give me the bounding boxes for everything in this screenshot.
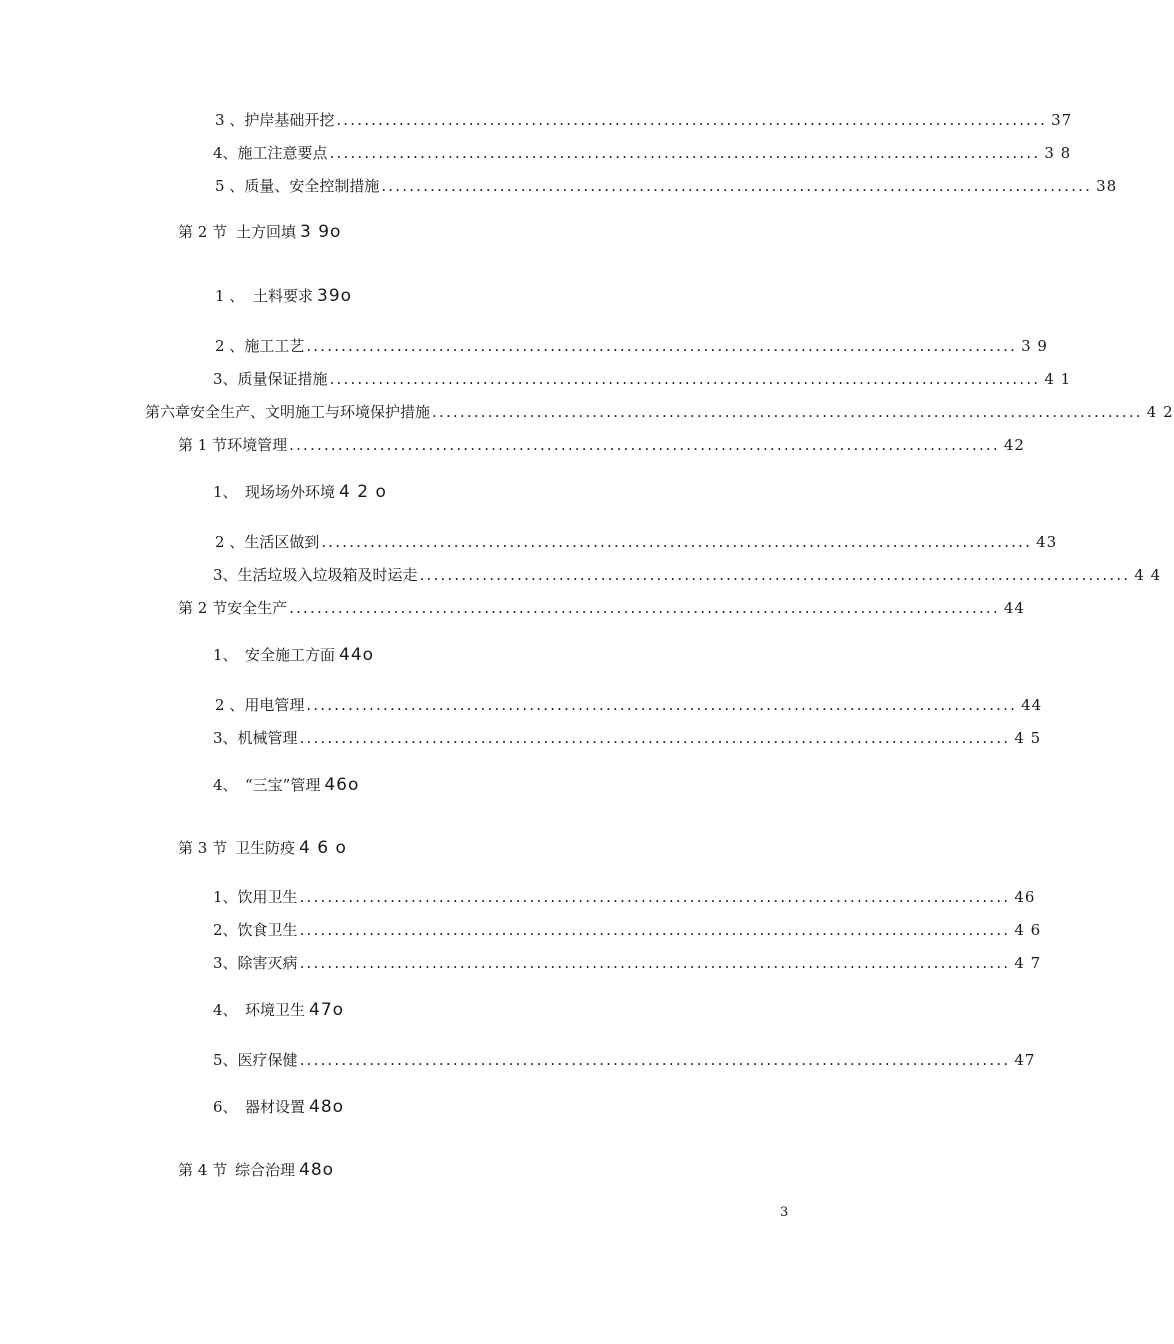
toc-entry[interactable] xyxy=(178,222,341,242)
toc-entry-page: 39o xyxy=(317,286,353,306)
toc-entry-number: 3、 xyxy=(213,566,238,584)
toc-entry[interactable] xyxy=(213,1097,344,1117)
toc-entry-page: 42 xyxy=(1003,436,1025,454)
dot-leader: ...................................................................................................... xyxy=(336,111,1048,129)
toc-entry-number: 第 1 节 xyxy=(178,436,228,454)
dot-leader: ...................................................................................................... xyxy=(289,599,1000,617)
toc-entry-page: 44o xyxy=(339,645,375,665)
toc-entry-number: 第六章 xyxy=(145,403,191,421)
toc-entry-page: 44 xyxy=(1003,599,1025,617)
toc-entry-title: 安全施工方面 xyxy=(245,646,336,664)
toc-entry-number: 第 2 节 xyxy=(178,223,228,241)
toc-entry[interactable] xyxy=(178,598,1025,618)
toc-entry[interactable] xyxy=(215,695,1043,715)
toc-entry[interactable] xyxy=(178,1160,334,1180)
toc-entry-number: 1 、 xyxy=(215,287,245,305)
toc-entry-number: 4、 xyxy=(213,144,238,162)
toc-entry-title: 环境卫生 xyxy=(245,1001,306,1019)
toc-entry-page: 47o xyxy=(309,1000,345,1020)
toc-entry[interactable] xyxy=(213,143,1072,163)
toc-entry[interactable] xyxy=(215,336,1048,356)
toc-entry-number: 第 3 节 xyxy=(178,839,228,857)
toc-entry-number: 2 、 xyxy=(215,337,245,355)
dot-leader: ...................................................................................................... xyxy=(299,954,1011,972)
toc-entry-title: 除害灭病 xyxy=(237,954,298,972)
toc-entry[interactable] xyxy=(213,1000,344,1020)
toc-entry-page: 4 7 xyxy=(1014,954,1042,972)
toc-entry[interactable] xyxy=(215,532,1058,552)
toc-entry-title: 安全生产、文明施工与环境保护措施 xyxy=(190,403,431,421)
toc-entry[interactable] xyxy=(213,775,359,795)
toc-entry-page: 46o xyxy=(324,775,360,795)
toc-entry-page: 37 xyxy=(1051,111,1073,129)
toc-entry-page: 43 xyxy=(1036,533,1058,551)
toc-entry-page: 4 5 xyxy=(1014,729,1042,747)
toc-entry-page: 4 6 o xyxy=(299,838,347,858)
dot-leader: ...................................................................................................... xyxy=(306,337,1018,355)
toc-entry-title: 质量、安全控制措施 xyxy=(244,177,380,195)
toc-entry-title: 安全生产 xyxy=(227,599,288,617)
toc-entry-number: 6、 xyxy=(213,1098,238,1116)
toc-entry-title: 饮食卫生 xyxy=(237,921,298,939)
page-number: 3 xyxy=(780,1205,789,1220)
toc-entry-page: 48o xyxy=(299,1160,335,1180)
toc-entry-page: 47 xyxy=(1014,1051,1036,1069)
toc-entry-title: 机械管理 xyxy=(237,729,298,747)
toc-entry-title: “三宝”管理 xyxy=(245,776,321,794)
dot-leader: ...................................................................................................... xyxy=(306,696,1018,714)
toc-entry[interactable] xyxy=(213,482,387,502)
toc-entry-title: 环境管理 xyxy=(227,436,288,454)
toc-entry-number: 1、 xyxy=(213,483,238,501)
toc-entry-number: 5 、 xyxy=(215,177,245,195)
toc-entry-number: 1、 xyxy=(213,646,238,664)
toc-entry-page: 3 9 xyxy=(1021,337,1048,355)
toc-entry[interactable] xyxy=(215,110,1073,130)
toc-entry[interactable] xyxy=(215,176,1118,196)
toc-entry-title: 质量保证措施 xyxy=(237,370,328,388)
toc-entry-number: 3 、 xyxy=(215,111,245,129)
toc-entry[interactable] xyxy=(215,286,352,306)
toc-entry-title: 生活区做到 xyxy=(244,533,320,551)
dot-leader: ...................................................................................................... xyxy=(299,729,1011,747)
toc-chapter-entry[interactable] xyxy=(145,402,1174,422)
toc-entry-number: 第 4 节 xyxy=(178,1161,228,1179)
toc-entry[interactable] xyxy=(213,565,1162,585)
dot-leader: ...................................................................................................... xyxy=(321,533,1033,551)
dot-leader: ...................................................................................................... xyxy=(299,1051,1011,1069)
toc-entry-page: 4 4 xyxy=(1134,566,1162,584)
toc-entry-page: 4 2 o xyxy=(339,482,387,502)
toc-entry-number: 4、 xyxy=(213,776,238,794)
dot-leader: ...................................................................................................... xyxy=(299,921,1011,939)
toc-entry-title: 土方回填 xyxy=(236,223,297,241)
toc-entry-title: 综合治理 xyxy=(235,1161,296,1179)
dot-leader: ...................................................................................................... xyxy=(419,566,1131,584)
toc-entry-number: 5、 xyxy=(213,1051,238,1069)
toc-entry-title: 饮用卫生 xyxy=(237,888,298,906)
toc-entry-title: 医疗保健 xyxy=(237,1051,298,1069)
toc-entry-number: 3、 xyxy=(213,729,238,747)
toc-entry-title: 生活垃圾入垃圾箱及时运走 xyxy=(237,566,418,584)
toc-entry-number: 2 、 xyxy=(215,696,245,714)
toc-entry-number: 3、 xyxy=(213,370,238,388)
dot-leader: ...................................................................................................... xyxy=(299,888,1011,906)
toc-entry-title: 施工注意要点 xyxy=(237,144,328,162)
toc-entry-title: 土料要求 xyxy=(253,287,314,305)
toc-entry-page: 44 xyxy=(1021,696,1043,714)
toc-entry-page: 3 9o xyxy=(300,222,342,242)
toc-entry-number: 1、 xyxy=(213,888,238,906)
dot-leader: ...................................................................................................... xyxy=(289,436,1000,454)
toc-entry[interactable] xyxy=(213,953,1042,973)
toc-entry[interactable] xyxy=(213,645,374,665)
toc-entry-page: 4 1 xyxy=(1044,370,1072,388)
toc-entry[interactable] xyxy=(178,838,347,858)
toc-entry-title: 卫生防疫 xyxy=(235,839,296,857)
toc-entry-number: 4、 xyxy=(213,1001,238,1019)
toc-entry-title: 器材设置 xyxy=(245,1098,306,1116)
toc-entry[interactable] xyxy=(213,1050,1036,1070)
toc-entry-number: 3、 xyxy=(213,954,238,972)
toc-entry-number: 2、 xyxy=(213,921,238,939)
toc-entry-page: 46 xyxy=(1014,888,1036,906)
toc-entry-title: 护岸基础开挖 xyxy=(244,111,335,129)
toc-entry[interactable] xyxy=(178,435,1025,455)
toc-entry-number: 第 2 节 xyxy=(178,599,228,617)
toc-entry-page: 48o xyxy=(309,1097,345,1117)
toc-entry-page: 38 xyxy=(1096,177,1118,195)
toc-entry[interactable] xyxy=(213,728,1042,748)
toc-entry-page: 3 8 xyxy=(1044,144,1072,162)
dot-leader: ...................................................................................................... xyxy=(381,177,1093,195)
toc-entry-page: 4 2 xyxy=(1146,403,1174,421)
dot-leader: ...................................................................................................... xyxy=(432,403,1143,421)
toc-entry-number: 2 、 xyxy=(215,533,245,551)
dot-leader: ...................................................................................................... xyxy=(329,144,1041,162)
toc-entry[interactable] xyxy=(213,920,1042,940)
toc-entry[interactable] xyxy=(213,369,1072,389)
toc-entry-title: 施工工艺 xyxy=(244,337,305,355)
toc-entry-title: 用电管理 xyxy=(244,696,305,714)
toc-entry[interactable] xyxy=(213,887,1036,907)
toc-entry-page: 4 6 xyxy=(1014,921,1042,939)
toc-entry-title: 现场场外环境 xyxy=(245,483,336,501)
dot-leader: ...................................................................................................... xyxy=(329,370,1041,388)
